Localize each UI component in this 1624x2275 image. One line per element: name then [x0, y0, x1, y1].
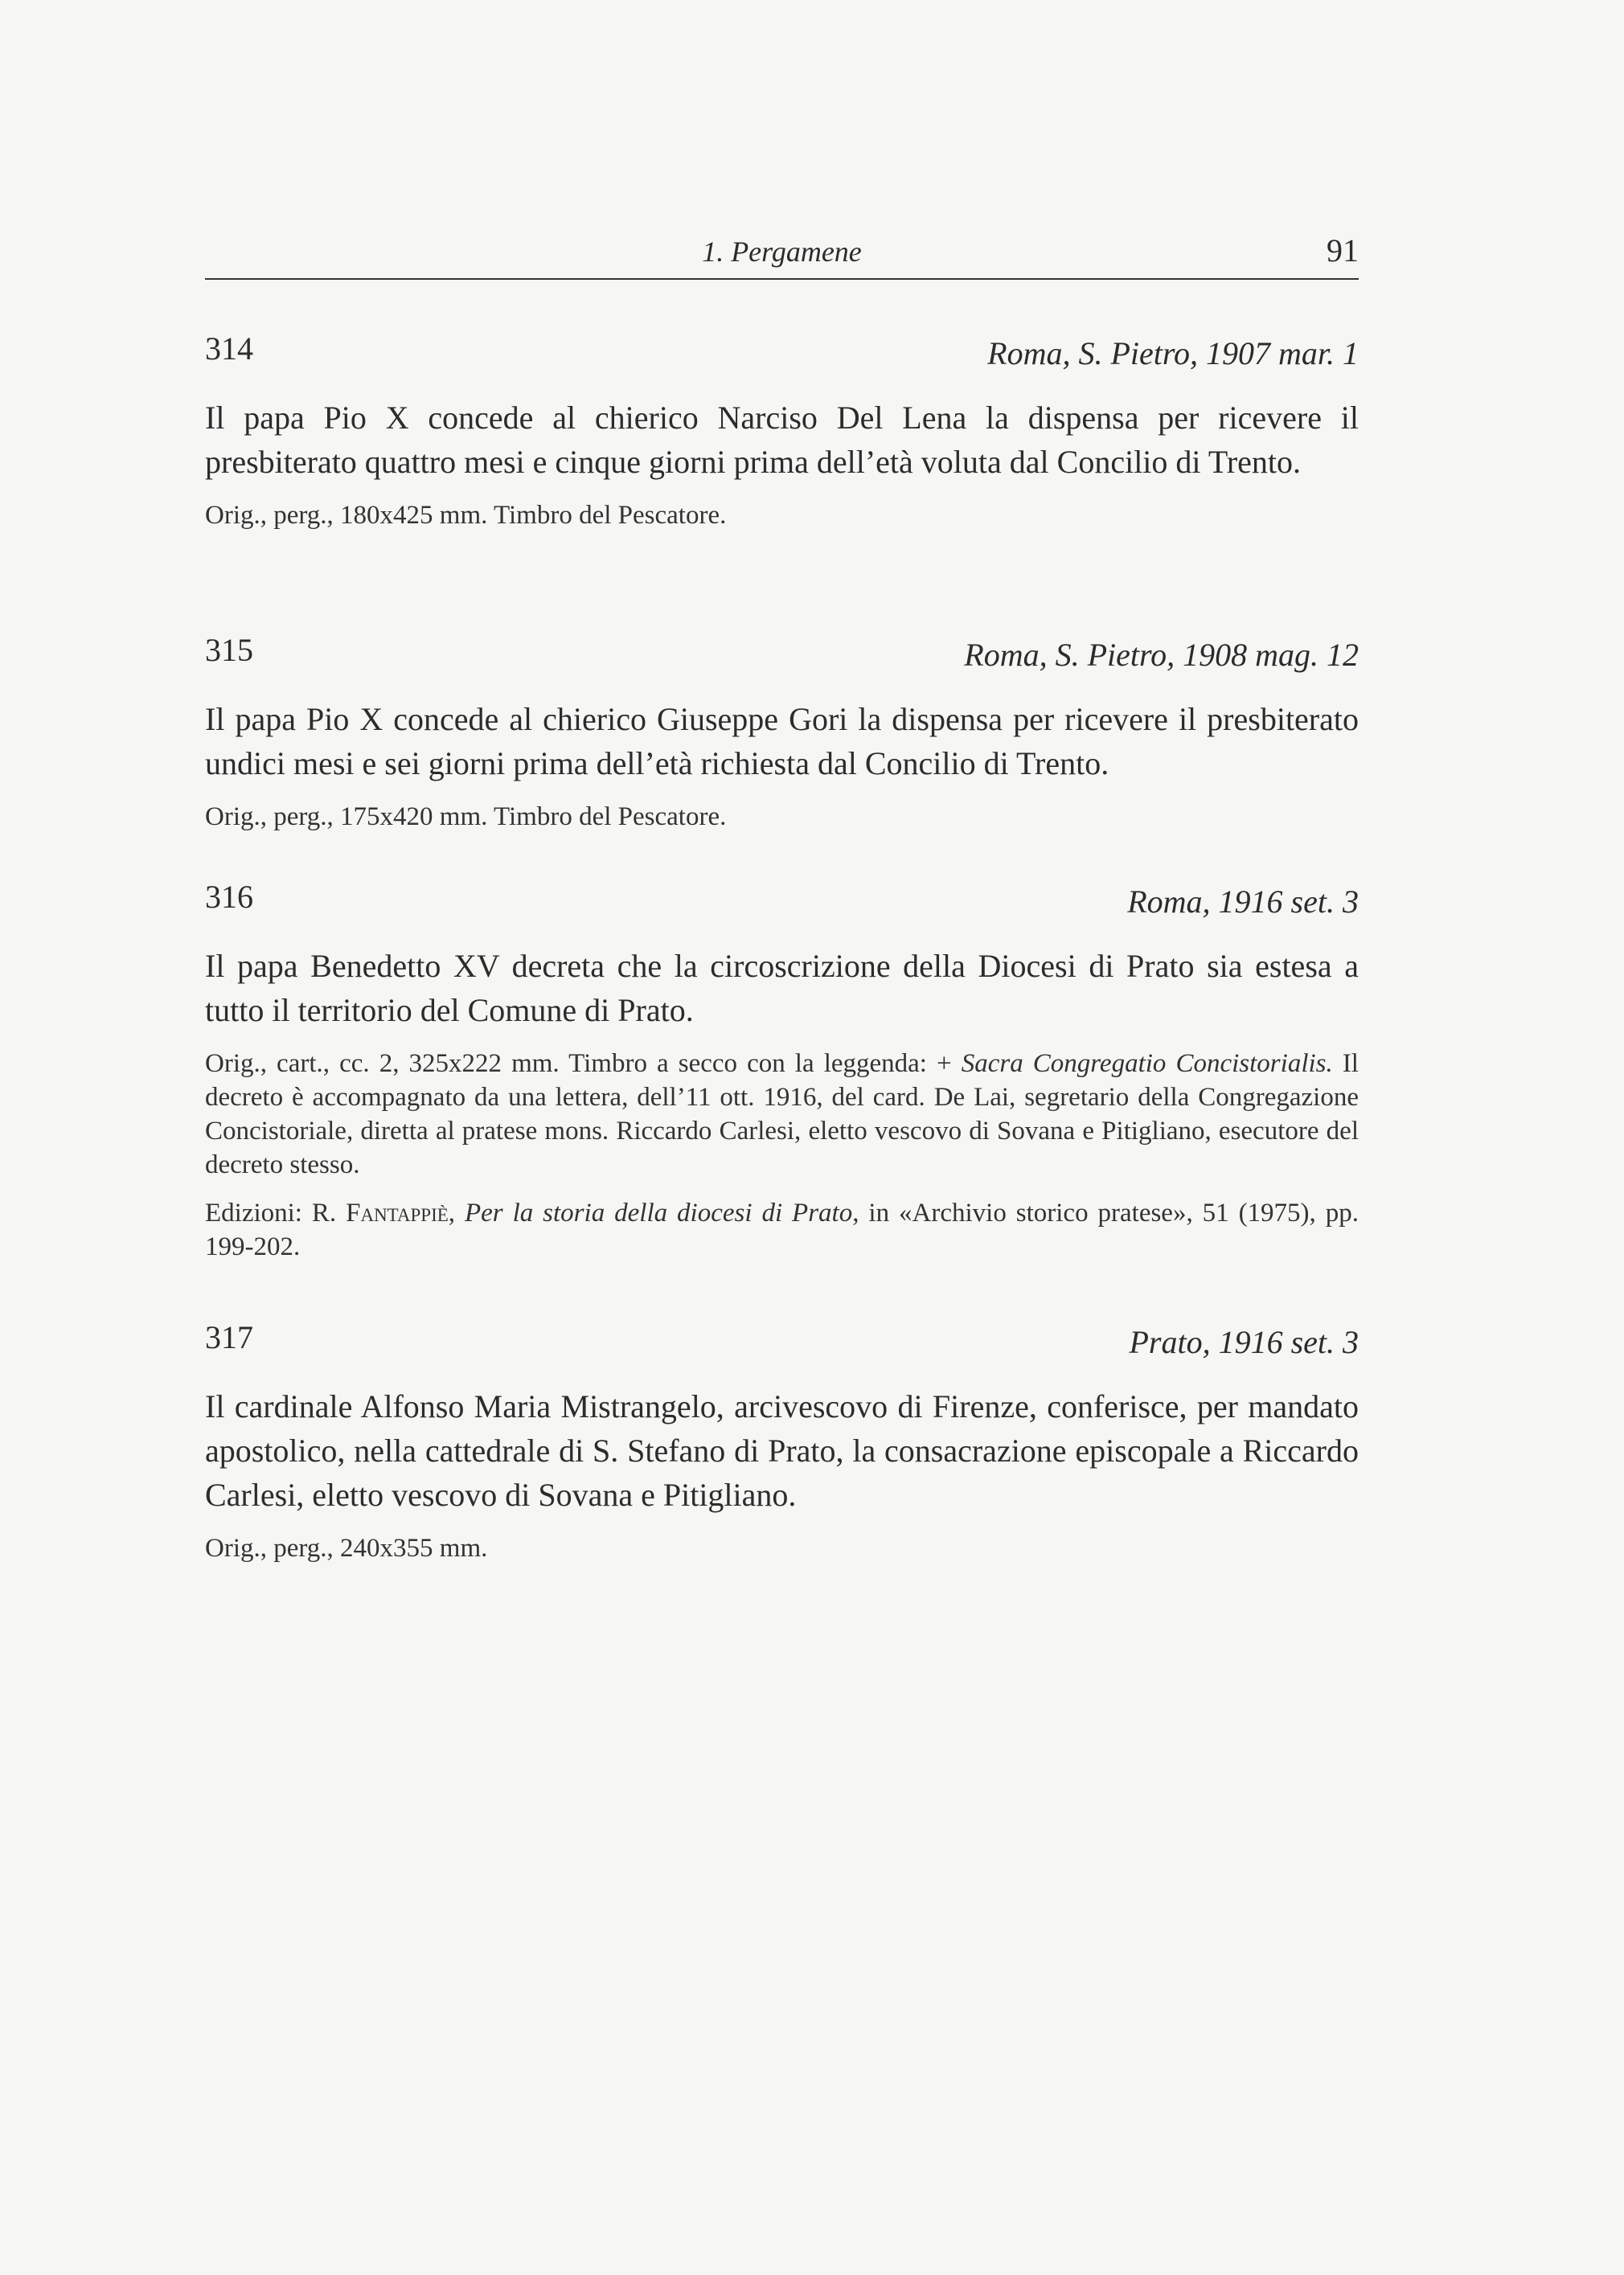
entry-place-date: Prato, 1916 set. 3 — [1129, 1324, 1359, 1360]
note-text: Orig., cart., cc. 2, 325x222 mm. Timbro a secco con la leggenda: + — [205, 1049, 962, 1078]
entry-317 — [205, 1318, 1359, 1565]
seal-legend: Sacra Congregatio Concistorialis. — [961, 1049, 1333, 1078]
entry-number: 317 — [205, 1319, 253, 1355]
entry-regest: Il cardinale Alfonso Maria Mistrangelo, arcivescovo di Firenze, conferisce, per mandato apostolico, nella cattedrale di S. Stefano di Prato, la consacrazione episcopale a Riccardo Carlesi, eletto vescovo di Sovana e Pitigliano. — [205, 1388, 1359, 1513]
header-rule — [205, 278, 1359, 280]
entry-place-date: Roma, S. Pietro, 1907 mar. 1 — [987, 335, 1359, 371]
entry-description: Orig., perg., 240x355 mm. — [205, 1534, 488, 1563]
entry-header — [205, 631, 1359, 673]
entry-regest: Il papa Pio X concede al chierico Narciso Del Lena la dispensa per ricevere il presbiterato quattro mesi e cinque giorni prima dell’età voluta dal Concilio di Trento. — [205, 400, 1359, 480]
edition-sep: , — [448, 1199, 465, 1228]
entry-314 — [205, 330, 1359, 532]
entry-regest: Il papa Benedetto XV decreta che la circoscrizione della Diocesi di Prato sia estesa a tutto il territorio del Comune di Prato. — [205, 948, 1359, 1028]
edition-title: Per la storia della diocesi di Prato — [464, 1199, 853, 1228]
entry-number: 316 — [205, 879, 253, 915]
running-head-title: 1. Pergamene — [702, 236, 862, 268]
entry-regest: Il papa Pio X concede al chierico Giuseppe Gori la dispensa per ricevere il presbiterato undici mesi e sei giorni prima dell’età richiesta dal Concilio di Trento. — [205, 701, 1359, 781]
entry-number: 315 — [205, 632, 253, 668]
entry-header — [205, 330, 1359, 371]
note-text: Il decreto è accompagnato da una lettera, dell’11 ott. 1916, del card. De Lai, segretario della Congregazione Concistoriale, diretta al pratese mons. Riccardo Carlesi, eletto vescovo di Sovana e Pitigliano, esecutore del decreto stesso. — [205, 1049, 1359, 1179]
entry-description — [205, 1047, 1359, 1182]
entry-315 — [205, 631, 1359, 834]
running-head — [205, 232, 1359, 280]
editions-label: Edizioni: R. — [205, 1199, 347, 1228]
entry-header — [205, 878, 1359, 920]
entry-316 — [205, 878, 1359, 1264]
entry-description: Orig., perg., 180x425 mm. Timbro del Pescatore. — [205, 501, 727, 530]
entry-description: Orig., perg., 175x420 mm. Timbro del Pescatore. — [205, 802, 727, 831]
edition-details: , in «Archivio storico pratese», 51 (1975), pp. 199-202. — [205, 1199, 1359, 1261]
entry-header — [205, 1318, 1359, 1360]
entry-place-date: Roma, 1916 set. 3 — [1127, 883, 1359, 920]
entry-editions — [205, 1196, 1359, 1264]
edition-author: Fantappiè — [346, 1199, 449, 1228]
page-number: 91 — [1327, 232, 1359, 268]
entry-place-date: Roma, S. Pietro, 1908 mag. 12 — [964, 637, 1359, 673]
entry-number: 314 — [205, 330, 253, 367]
